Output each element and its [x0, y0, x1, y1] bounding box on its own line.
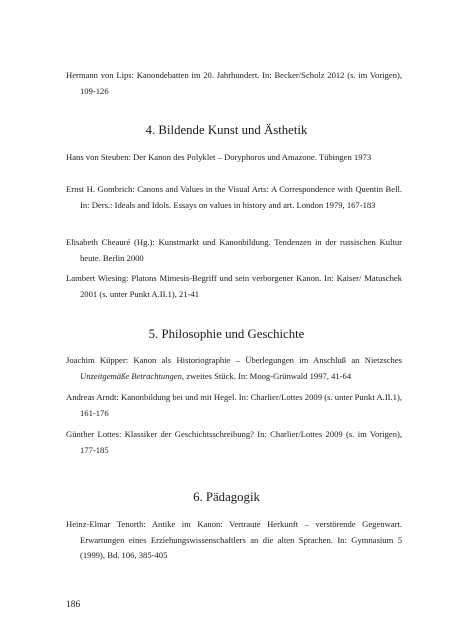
- bib-entry-steuben: Hans von Steuben: Der Kanon des Polyklet – Doryphoros und Amazone. Tübingen 1973: [66, 152, 372, 162]
- bib-entry-arndt: Andreas Arndt: Kanonbildung bei und mit Hegel. In: Charlier/Lottes 2009 (s. unter Punkt A.II.1), 161-176: [66, 392, 402, 418]
- section-heading-pedagogy: 6. Pädagogik: [193, 490, 260, 504]
- bib-entry-lottes: Günther Lottes: Klassiker der Geschichtsschreibung? In: Charlier/Lottes 2009 (s. im Vorigen), 177-185: [66, 429, 402, 455]
- bib-entry-lips: Hermann von Lips: Kanondebatten im 20. Jahrhundert. In: Becker/Scholz 2012 (s. im Vorigen), 109-126: [66, 70, 402, 96]
- bib-entry-wiesing: Lambert Wiesing: Platons Mimesis-Begriff und sein verborgener Kanon. In: Kaiser/ Matuschek 2001 (s. unter Punkt A.II.1), 21-41: [66, 273, 402, 299]
- bib-entry-tenorth: Heinz-Elmar Tenorth: Antike im Kanon: Vertraute Herkunft – verstörende Gegenwart. Erwartungen eines Erziehungswissenschaftlers an die alten Sprachen. In: Gymnasium 5 (1999), Bd. 106, 385-405: [66, 519, 402, 560]
- bib-entry-gombrich: Ernst H. Gombrich: Canons and Values in the Visual Arts: A Correspondence with Quentin Bell. In: Ders.: Ideals and Idols. Essays on values in history and art. London 1979, 167-183: [66, 184, 402, 210]
- section-heading-philosophy: 5. Philosophie und Geschichte: [148, 327, 305, 341]
- page-number: 186: [66, 600, 81, 610]
- bib-entry-cheaure: Elisabeth Cheauré (Hg.): Kunstmarkt und Kanonbildung. Tendenzen in der russischen Kultur heute. Berlin 2000: [66, 237, 402, 263]
- italic-title: Unzeitgemäße Betrachtungen: [80, 370, 182, 381]
- bib-entry-hupper: [66, 353, 402, 384]
- entry-text: Joachim Küpper: Kanon als Historiographie – Überlegungen im Anschluß an Nietzsches: [66, 355, 402, 365]
- entry-text: , zweites Stück. In: Moog-Grünwald 1997, 41-64: [181, 370, 352, 381]
- section-heading-art: 4. Bildende Kunst und Ästhetik: [145, 123, 308, 137]
